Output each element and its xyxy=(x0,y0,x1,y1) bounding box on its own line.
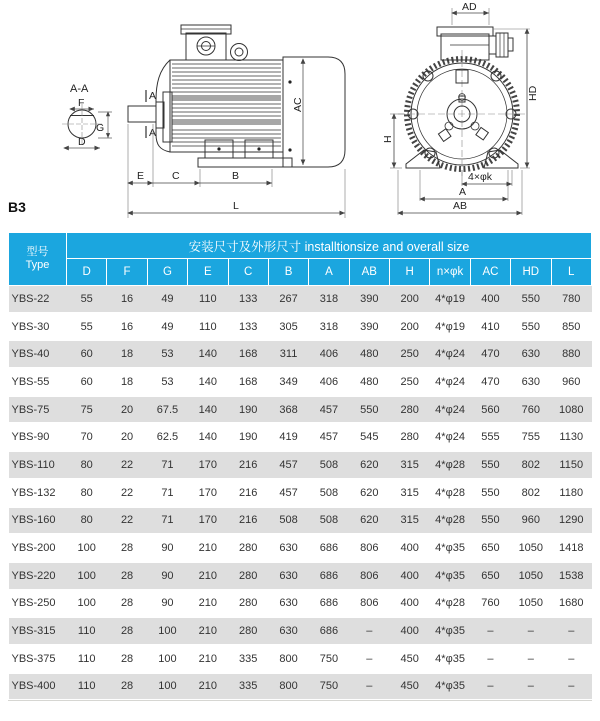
column-header-6: A xyxy=(309,259,349,286)
type-header-cn: 型号 xyxy=(26,245,49,258)
dim-label-ab: AB xyxy=(453,200,468,212)
dimension-cell: – xyxy=(551,673,592,701)
dimension-cell: 410 xyxy=(470,313,510,341)
dimension-cell: 140 xyxy=(188,340,228,368)
dimension-cell: 850 xyxy=(551,313,592,341)
column-header-1: F xyxy=(107,259,147,286)
dimension-cell: 960 xyxy=(511,507,551,535)
row-type-label: YBS-132 xyxy=(9,479,67,507)
type-header-en: Type xyxy=(25,259,50,271)
dimension-cell: 686 xyxy=(309,562,349,590)
dimension-cell: 20 xyxy=(107,396,147,424)
table-row xyxy=(9,286,592,313)
dimension-cell: 806 xyxy=(349,590,389,618)
dim-label-ad: AD xyxy=(462,1,477,13)
dimension-cell: 140 xyxy=(188,423,228,451)
table-header xyxy=(9,233,592,286)
table-row xyxy=(9,534,592,562)
dim-label-g: G xyxy=(96,122,105,134)
dimension-cell: 133 xyxy=(228,313,268,341)
dimension-cell: 686 xyxy=(309,534,349,562)
dimension-cell: 390 xyxy=(349,313,389,341)
dimension-cell: 49 xyxy=(147,313,187,341)
row-type-label: YBS-30 xyxy=(9,313,67,341)
dimension-cell: 110 xyxy=(67,617,107,645)
column-header-2: G xyxy=(147,259,187,286)
table-row xyxy=(9,645,592,673)
dimension-cell: 210 xyxy=(188,617,228,645)
dimension-cell: 90 xyxy=(147,562,187,590)
dimension-cell: 508 xyxy=(268,507,308,535)
dimension-cell: 480 xyxy=(349,368,389,396)
dimension-cell: – xyxy=(470,617,510,645)
dimension-cell: 267 xyxy=(268,286,308,313)
dimension-cell: 1150 xyxy=(551,451,592,479)
dimension-cell: 390 xyxy=(349,286,389,313)
dimension-cell: 760 xyxy=(511,396,551,424)
dimension-cell: 550 xyxy=(470,451,510,479)
dimension-cell: 318 xyxy=(309,313,349,341)
dimension-cell: 250 xyxy=(390,340,430,368)
table-row xyxy=(9,340,592,368)
dimension-cell: 190 xyxy=(228,423,268,451)
dimension-cell: – xyxy=(349,673,389,701)
dimension-cell: 170 xyxy=(188,479,228,507)
dimension-cell: 880 xyxy=(551,340,592,368)
dimension-cell: 210 xyxy=(188,673,228,701)
section-mark-bottom: A xyxy=(149,127,157,139)
motor-end-view xyxy=(382,1,539,215)
dimension-cell: 630 xyxy=(268,617,308,645)
dimension-cell: 28 xyxy=(107,590,147,618)
dimension-cell: 630 xyxy=(511,340,551,368)
dimension-cell: 419 xyxy=(268,423,308,451)
dim-label-b: B xyxy=(232,170,240,182)
dimension-cell: 280 xyxy=(228,534,268,562)
dimension-cell: 560 xyxy=(470,396,510,424)
dimension-cell: 28 xyxy=(107,645,147,673)
shaft-section-detail xyxy=(62,83,112,148)
row-type-label: YBS-55 xyxy=(9,368,67,396)
dimension-cell: 802 xyxy=(511,451,551,479)
row-type-label: YBS-110 xyxy=(9,451,67,479)
dimension-cell: 28 xyxy=(107,673,147,701)
dimension-cell: 457 xyxy=(309,423,349,451)
dimension-cell: 216 xyxy=(228,507,268,535)
dimension-cell: 780 xyxy=(551,286,592,313)
column-header-8: H xyxy=(390,259,430,286)
table-row xyxy=(9,451,592,479)
table-row xyxy=(9,368,592,396)
dimension-cell: 400 xyxy=(470,286,510,313)
dimension-cell: 4*φ24 xyxy=(430,423,470,451)
dimension-cell: 760 xyxy=(470,590,510,618)
dimension-cell: 280 xyxy=(228,617,268,645)
dimension-cell: 80 xyxy=(67,507,107,535)
dimension-cell: 4*φ24 xyxy=(430,340,470,368)
dimension-cell: 806 xyxy=(349,562,389,590)
dimension-cell: 100 xyxy=(147,645,187,673)
table-row xyxy=(9,479,592,507)
dimension-cell: 170 xyxy=(188,507,228,535)
row-type-label: YBS-220 xyxy=(9,562,67,590)
dimension-cell: 210 xyxy=(188,534,228,562)
dimension-cell: 1538 xyxy=(551,562,592,590)
dimension-cell: 686 xyxy=(309,617,349,645)
dimension-cell: 28 xyxy=(107,617,147,645)
dimension-cell: 315 xyxy=(390,507,430,535)
table-row xyxy=(9,617,592,645)
dimension-cell: 4*φ19 xyxy=(430,313,470,341)
dimension-cell: 22 xyxy=(107,507,147,535)
section-title: A-A xyxy=(70,83,89,95)
dimension-cell: 75 xyxy=(67,396,107,424)
dimension-cell: 400 xyxy=(390,590,430,618)
dimension-cell: 1050 xyxy=(511,534,551,562)
dimension-cell: 216 xyxy=(228,479,268,507)
dimension-cell: 210 xyxy=(188,590,228,618)
dimension-cell: 550 xyxy=(511,313,551,341)
dimension-cell: 457 xyxy=(268,451,308,479)
dimension-cell: 190 xyxy=(228,396,268,424)
dimension-cell: 480 xyxy=(349,340,389,368)
dimension-cell: 1290 xyxy=(551,507,592,535)
dim-label-e: E xyxy=(137,170,145,182)
dimension-cell: 4*φ35 xyxy=(430,673,470,701)
dimension-cell: 1130 xyxy=(551,423,592,451)
dimension-cell: – xyxy=(470,673,510,701)
dim-label-ac: AC xyxy=(292,97,304,112)
dimension-cell: 686 xyxy=(309,590,349,618)
row-type-label: YBS-22 xyxy=(9,286,67,313)
dimension-cell: 550 xyxy=(470,479,510,507)
dimension-cell: 650 xyxy=(470,534,510,562)
motor-drawing-svg xyxy=(0,0,600,228)
dimension-cell: 630 xyxy=(268,590,308,618)
dimension-cell: 620 xyxy=(349,507,389,535)
dimension-cell: 100 xyxy=(67,534,107,562)
dimension-cell: 49 xyxy=(147,286,187,313)
dimension-cell: 508 xyxy=(309,507,349,535)
table-row xyxy=(9,423,592,451)
dim-label-h: H xyxy=(382,135,394,143)
table-body xyxy=(9,286,592,701)
dimension-cell: 4*φ28 xyxy=(430,479,470,507)
dimension-cell: 450 xyxy=(390,673,430,701)
column-header-row xyxy=(9,259,592,286)
dimension-cell: 70 xyxy=(67,423,107,451)
dimension-cell: 315 xyxy=(390,479,430,507)
dimension-cell: 315 xyxy=(390,451,430,479)
dimension-cell: 457 xyxy=(268,479,308,507)
dimension-cell: 1050 xyxy=(511,590,551,618)
dimension-cell: 16 xyxy=(107,286,147,313)
dimension-cell: 1080 xyxy=(551,396,592,424)
dimension-cell: 280 xyxy=(228,562,268,590)
dimension-cell: 750 xyxy=(309,673,349,701)
dimension-cell: – xyxy=(349,617,389,645)
dimension-cell: 800 xyxy=(268,645,308,673)
row-type-label: YBS-40 xyxy=(9,340,67,368)
dimension-cell: 133 xyxy=(228,286,268,313)
dimension-cell: 550 xyxy=(349,396,389,424)
dimension-cell: 216 xyxy=(228,451,268,479)
dimension-cell: 170 xyxy=(188,451,228,479)
dimension-cell: 305 xyxy=(268,313,308,341)
dimension-cell: 1180 xyxy=(551,479,592,507)
dimension-cell: 630 xyxy=(268,562,308,590)
table-row xyxy=(9,507,592,535)
dimension-cell: 755 xyxy=(511,423,551,451)
dimension-cell: 349 xyxy=(268,368,308,396)
dimension-cell: 67.5 xyxy=(147,396,187,424)
dimension-cell: 168 xyxy=(228,368,268,396)
type-column-header xyxy=(9,233,67,286)
dimension-cell: 318 xyxy=(309,286,349,313)
dimension-cell: 53 xyxy=(147,368,187,396)
dimension-cell: 450 xyxy=(390,645,430,673)
dimension-cell: 140 xyxy=(188,368,228,396)
dimension-cell: 4*φ24 xyxy=(430,368,470,396)
dim-label-hd: HD xyxy=(527,85,539,101)
dimension-cell: 4*φ28 xyxy=(430,590,470,618)
dimension-cell: 80 xyxy=(67,451,107,479)
dimension-cell: 110 xyxy=(67,673,107,701)
dimension-cell: 200 xyxy=(390,313,430,341)
row-type-label: YBS-400 xyxy=(9,673,67,701)
column-header-7: AB xyxy=(349,259,389,286)
dimension-cell: 210 xyxy=(188,645,228,673)
dimension-cell: 62.5 xyxy=(147,423,187,451)
dimension-table xyxy=(8,232,592,701)
dimension-cell: 457 xyxy=(309,396,349,424)
dimension-cell: 630 xyxy=(268,534,308,562)
dimension-cell: 550 xyxy=(470,507,510,535)
dimension-cell: 90 xyxy=(147,590,187,618)
dimension-cell: 620 xyxy=(349,451,389,479)
dimension-cell: 1418 xyxy=(551,534,592,562)
column-header-4: C xyxy=(228,259,268,286)
dimension-cell: – xyxy=(511,645,551,673)
dimension-cell: 140 xyxy=(188,396,228,424)
dimension-cell: 4*φ35 xyxy=(430,617,470,645)
dimension-cell: 508 xyxy=(309,479,349,507)
dimension-cell: 18 xyxy=(107,368,147,396)
dimension-cell: 750 xyxy=(309,645,349,673)
dimension-cell: 4*φ28 xyxy=(430,451,470,479)
column-header-11: HD xyxy=(511,259,551,286)
dimension-cell: 22 xyxy=(107,479,147,507)
table-title: 安装尺寸及外形尺寸 installtionsize and overall size xyxy=(67,233,592,259)
dimension-cell: 22 xyxy=(107,451,147,479)
dimension-cell: 335 xyxy=(228,673,268,701)
dimension-cell: 80 xyxy=(67,479,107,507)
dimension-cell: 1050 xyxy=(511,562,551,590)
dimension-cell: 508 xyxy=(309,451,349,479)
dimension-cell: 4*φ35 xyxy=(430,534,470,562)
dimension-cell: 28 xyxy=(107,562,147,590)
dimension-cell: 280 xyxy=(228,590,268,618)
dimension-cell: 53 xyxy=(147,340,187,368)
dim-label-bolt-holes: 4×φk xyxy=(468,171,493,183)
table-row xyxy=(9,590,592,618)
motor-side-view xyxy=(128,25,345,218)
dimension-cell: 555 xyxy=(470,423,510,451)
dimension-cell: 18 xyxy=(107,340,147,368)
dimension-cell: 4*φ28 xyxy=(430,507,470,535)
dimension-cell: 200 xyxy=(390,286,430,313)
dimension-cell: 650 xyxy=(470,562,510,590)
row-type-label: YBS-200 xyxy=(9,534,67,562)
dimension-cell: 110 xyxy=(67,645,107,673)
dimension-cell: 110 xyxy=(188,286,228,313)
row-type-label: YBS-315 xyxy=(9,617,67,645)
dimension-cell: 71 xyxy=(147,451,187,479)
dim-label-f: F xyxy=(78,97,85,109)
column-header-3: E xyxy=(188,259,228,286)
dimension-cell: 620 xyxy=(349,479,389,507)
dimension-cell: 210 xyxy=(188,562,228,590)
dimension-cell: 16 xyxy=(107,313,147,341)
table-row xyxy=(9,562,592,590)
dimension-cell: – xyxy=(470,645,510,673)
row-type-label: YBS-90 xyxy=(9,423,67,451)
dimension-cell: 71 xyxy=(147,507,187,535)
dimension-cell: 406 xyxy=(309,368,349,396)
dimension-cell: 60 xyxy=(67,368,107,396)
dimension-cell: 960 xyxy=(551,368,592,396)
column-header-9: n×φk xyxy=(430,259,470,286)
column-header-10: AC xyxy=(470,259,510,286)
dimension-cell: – xyxy=(511,673,551,701)
dim-label-l: L xyxy=(233,200,239,212)
dimension-cell: 100 xyxy=(67,590,107,618)
row-type-label: YBS-250 xyxy=(9,590,67,618)
dimension-cell: 4*φ24 xyxy=(430,396,470,424)
column-header-5: B xyxy=(268,259,308,286)
dimension-cell: 100 xyxy=(147,673,187,701)
dimension-cell: 400 xyxy=(390,562,430,590)
dim-label-c: C xyxy=(172,170,180,182)
dimension-cell: 400 xyxy=(390,617,430,645)
dimension-cell: 4*φ19 xyxy=(430,286,470,313)
dimension-cell: 806 xyxy=(349,534,389,562)
dimension-cell: 545 xyxy=(349,423,389,451)
table-row xyxy=(9,673,592,701)
dim-label-a: A xyxy=(459,186,467,198)
dimension-cell: 110 xyxy=(188,313,228,341)
dimension-cell: 550 xyxy=(511,286,551,313)
dimension-cell: 400 xyxy=(390,534,430,562)
cooling-fins xyxy=(172,64,281,146)
dimension-cell: 90 xyxy=(147,534,187,562)
dimension-cell: 28 xyxy=(107,534,147,562)
column-header-12: L xyxy=(551,259,592,286)
dimension-cell: – xyxy=(551,617,592,645)
dimension-cell: 311 xyxy=(268,340,308,368)
mounting-type-label: B3 xyxy=(8,199,26,215)
dimension-cell: – xyxy=(551,645,592,673)
dimension-cell: 280 xyxy=(390,396,430,424)
table-bottom-rule xyxy=(8,700,592,701)
dimension-cell: 368 xyxy=(268,396,308,424)
row-type-label: YBS-75 xyxy=(9,396,67,424)
dimension-cell: 630 xyxy=(511,368,551,396)
dimension-cell: 55 xyxy=(67,313,107,341)
dimension-cell: – xyxy=(511,617,551,645)
title-header-row xyxy=(9,233,592,259)
dimension-cell: 100 xyxy=(67,562,107,590)
dimension-cell: 60 xyxy=(67,340,107,368)
dimension-cell: 1680 xyxy=(551,590,592,618)
dimension-cell: 55 xyxy=(67,286,107,313)
row-type-label: YBS-160 xyxy=(9,507,67,535)
column-header-0: D xyxy=(67,259,107,286)
dimension-cell: 406 xyxy=(309,340,349,368)
dimension-cell: 4*φ35 xyxy=(430,562,470,590)
dimension-cell: 20 xyxy=(107,423,147,451)
dimension-cell: 71 xyxy=(147,479,187,507)
dimension-cell: 250 xyxy=(390,368,430,396)
dimension-cell: – xyxy=(349,645,389,673)
dim-label-d: D xyxy=(78,136,86,148)
dimension-cell: 168 xyxy=(228,340,268,368)
dimension-cell: 470 xyxy=(470,340,510,368)
table-row xyxy=(9,313,592,341)
technical-drawing xyxy=(0,0,600,228)
dimension-cell: 802 xyxy=(511,479,551,507)
table-row xyxy=(9,396,592,424)
dimension-cell: 100 xyxy=(147,617,187,645)
dimension-cell: 280 xyxy=(390,423,430,451)
dimension-cell: 4*φ35 xyxy=(430,645,470,673)
section-mark-top: A xyxy=(149,90,157,102)
dimension-cell: 800 xyxy=(268,673,308,701)
dimension-cell: 470 xyxy=(470,368,510,396)
row-type-label: YBS-375 xyxy=(9,645,67,673)
dimension-cell: 335 xyxy=(228,645,268,673)
